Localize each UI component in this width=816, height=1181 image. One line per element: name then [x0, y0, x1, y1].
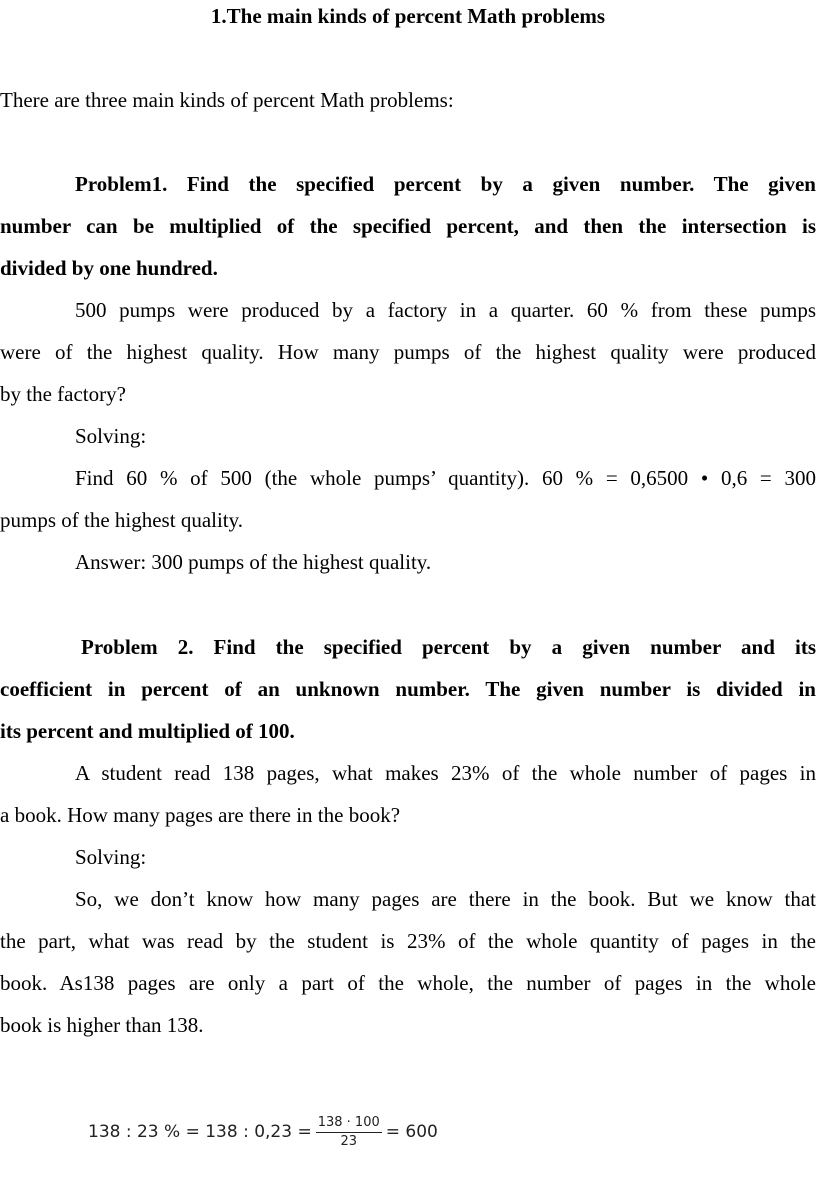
problem1-task-line-1: 500 pumps were produced by a factory in a quarter. 60 % from these pumps [75, 298, 816, 322]
problem2-rule-line-3: its percent and multiplied of 100. [0, 719, 295, 743]
problem1-task-line-3: by the factory? [0, 382, 126, 406]
problem2-explanation-line-3: book. As138 pages are only a part of the whole, the number of pages in the whole [0, 971, 816, 995]
problem2-explanation-line-1: So, we don’t know how many pages are there in the book. But we know that [75, 887, 816, 911]
formula-result: = 600 [385, 1122, 438, 1142]
problem1-solving-label: Solving: [75, 424, 147, 448]
problem1-rule-line-1: Problem1. Find the specified percent by a given number. The given [75, 172, 816, 196]
page-title: 1.The main kinds of percent Math problems [210, 4, 606, 28]
formula [88, 1108, 438, 1156]
problem2-explanation-line-4: book is higher than 138. [0, 1013, 204, 1037]
problem1-solution-line-1: Find 60 % of 500 (the whole pumps’ quantity). 60 % = 0,6500 • 0,6 = 300 [75, 466, 816, 490]
problem1-rule-line-3: divided by one hundred. [0, 256, 218, 280]
formula-numerator: 138 · 100 [316, 1115, 382, 1133]
problem2-task-line-2: a book. How many pages are there in the book? [0, 803, 401, 827]
problem2-task-line-1: A student read 138 pages, what makes 23% of the whole number of pages in [75, 761, 816, 785]
problem2-rule-line-1: Problem 2. Find the specified percent by a given number and its [81, 635, 816, 659]
problem2-rule-line-2: coefficient in percent of an unknown number. The given number is divided in [0, 677, 816, 701]
problem1-answer: Answer: 300 pumps of the highest quality. [75, 550, 432, 574]
formula-denominator: 23 [340, 1133, 357, 1149]
intro-text: There are three main kinds of percent Math problems: [0, 88, 454, 112]
problem1-task-line-2: were of the highest quality. How many pumps of the highest quality were produced [0, 340, 816, 364]
problem1-rule-line-2: number can be multiplied of the specified percent, and then the intersection is [0, 214, 816, 238]
problem2-solving-label: Solving: [75, 845, 147, 869]
problem1-solution-line-2: pumps of the highest quality. [0, 508, 244, 532]
problem2-explanation-line-2: the part, what was read by the student is 23% of the whole quantity of pages in the [0, 929, 816, 953]
formula-fraction [316, 1115, 382, 1150]
formula-lhs: 138 : 23 % = 138 : 0,23 = [88, 1122, 312, 1142]
